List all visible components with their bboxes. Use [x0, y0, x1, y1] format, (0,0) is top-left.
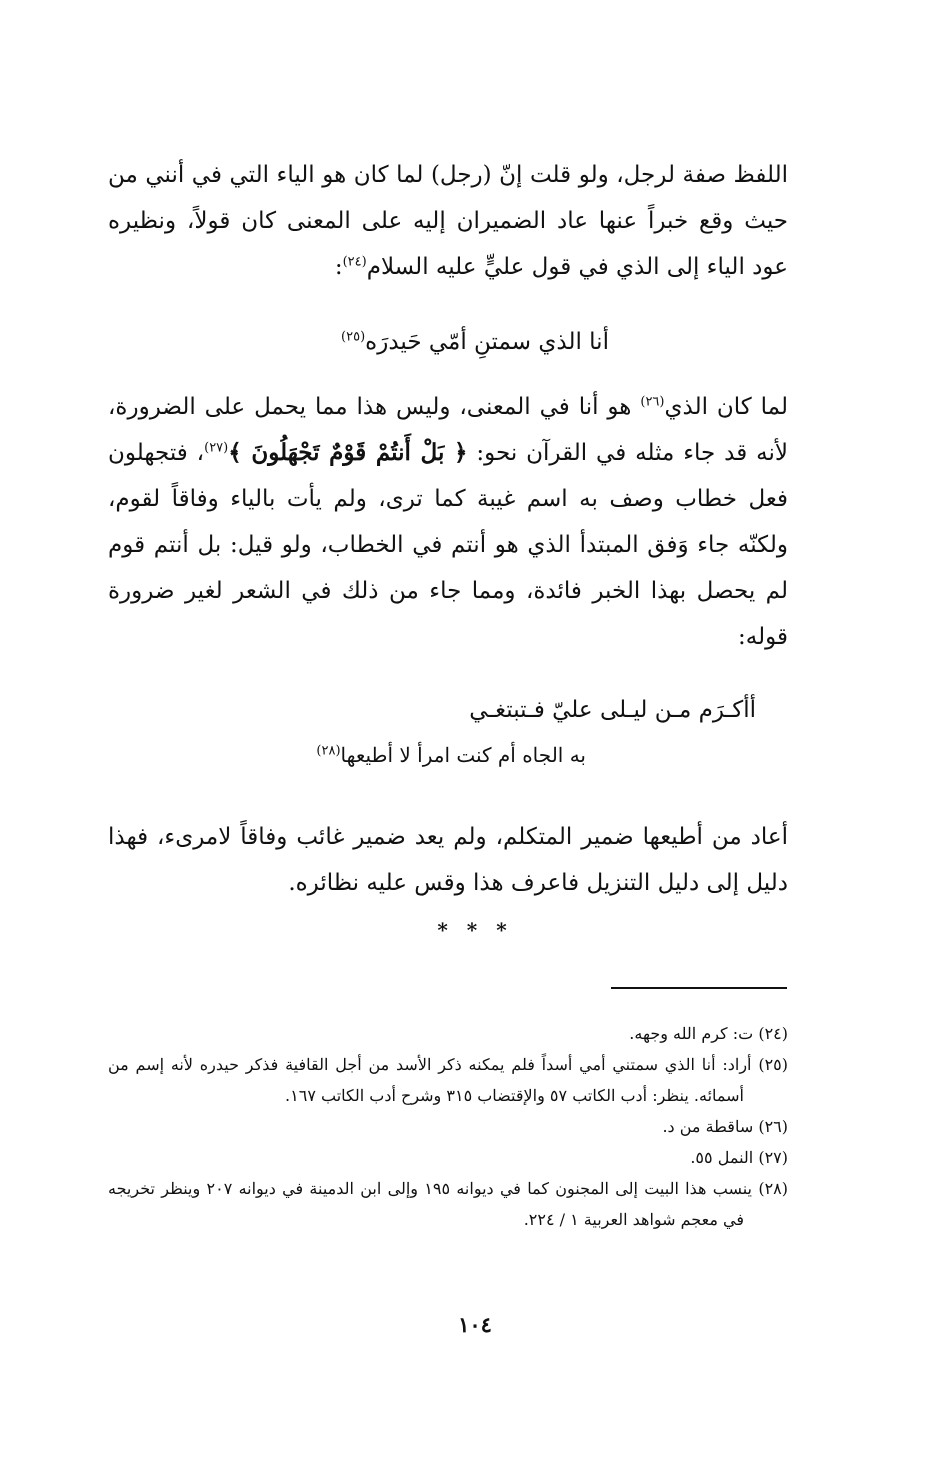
verse-2-line-2-text: به الجاه أم كنت امرأ لا أطيعها	[340, 743, 586, 767]
footnote-rule	[611, 987, 787, 989]
verse-2-line-2	[316, 735, 586, 775]
footnote-text: النمل ٥٥.	[690, 1148, 754, 1167]
footnote-text: ساقطة من د.	[662, 1117, 754, 1136]
footnote	[108, 1111, 788, 1142]
footnote-number: (٢٤)	[758, 1024, 788, 1043]
footnote-ref-25[interactable]: (٢٥)	[341, 329, 366, 345]
footnote	[108, 1142, 788, 1173]
verse-1	[0, 322, 950, 362]
paragraph-3-text: أعاد من أطيعها ضمير المتكلم، ولم يعد ضمير غائب وفاقاً لامرىء، فهذا دليل إلى دليل التنزيل فاعرف هذا وقس عليه نظائره.	[108, 824, 788, 896]
footnote-number: (٢٥)	[758, 1055, 788, 1074]
paragraph-1	[108, 152, 788, 290]
footnote-ref-24[interactable]: (٢٤)	[342, 254, 367, 270]
footnote-text: ت: كرم الله وجهه.	[629, 1024, 754, 1043]
footnote-ref-28[interactable]: (٢٨)	[316, 743, 341, 759]
paragraph-3	[108, 814, 788, 906]
paragraph-2-text-b: هو أنا في المعنى، وليس هذا مما يحمل على الضرورة، لأنه قد جاء مثله في القرآن نحو:	[108, 394, 789, 466]
page-number: ١٠٤	[458, 1312, 492, 1337]
verse-2-line-1-text: أأكـرَم مـن ليـلى عليّ فـتبتغـي	[469, 697, 756, 723]
paragraph-1-text: اللفظ صفة لرجل، ولو قلت إنّ (رجل) لما كان هو الياء التي في أنني من حيث وقع خبراً عنها عاد الضميران إليه على المعنى كان قولاً، ونظيره عود الياء إلى الذي في قول عليٍّ عليه السلام	[108, 162, 788, 280]
paragraph-1-end: :	[334, 254, 343, 280]
footnote-text: ينسب هذا البيت إلى المجنون كما في ديوانه ١٩٥ وإلى ابن الدمينة في ديوانه ٢٠٧ وينظر تخريجه في معجم شواهد العربية ١ / ٢٢٤.	[108, 1179, 753, 1229]
paragraph-2	[108, 384, 788, 660]
footnotes	[108, 1018, 788, 1235]
section-separator: * * *	[437, 918, 513, 942]
footnote	[108, 1018, 788, 1049]
footnote-ref-26[interactable]: (٢٦)	[640, 394, 665, 410]
footnote-text: أراد: أنا الذي سمتني أمي أسداً فلم يمكنه ذكر الأسد من أجل القافية فذكر حيدره لأنه إسم من أسمائه. ينظر: أدب الكاتب ٥٧ والإقتضاب ٣١٥ وشرح أدب الكاتب ١٦٧.	[108, 1055, 752, 1105]
footnote	[108, 1173, 788, 1235]
paragraph-2-text-a: لما كان الذي	[664, 394, 788, 420]
verse-2-line-1	[469, 690, 756, 730]
paragraph-2-text-c: ، فتجهلون فعل خطاب وصف به اسم غيبة كما ترى، ولم يأت بالياء وفاقاً لقوم، ولكنّه جاء وَفق المبتدأ الذي هو أنتم في الخطاب، ولو قيل: بل أنتم قوم لم يحصل بهذا الخبر فائدة، ومما جاء من ذلك في الشعر لغير ضرورة قوله:	[108, 440, 788, 650]
footnote-number: (٢٨)	[758, 1179, 788, 1198]
footnote-ref-27[interactable]: (٢٧)	[204, 440, 229, 456]
verse-1-text: أنا الذي سمتنِ أمّي حَيدرَه	[365, 329, 609, 355]
quran-quote: ﴿ بَلْ أَنتُمْ قَوْمٌ تَجْهَلُونَ ﴾	[228, 439, 468, 466]
footnote	[108, 1049, 788, 1111]
footnote-number: (٢٦)	[758, 1117, 788, 1136]
footnote-number: (٢٧)	[758, 1148, 788, 1167]
